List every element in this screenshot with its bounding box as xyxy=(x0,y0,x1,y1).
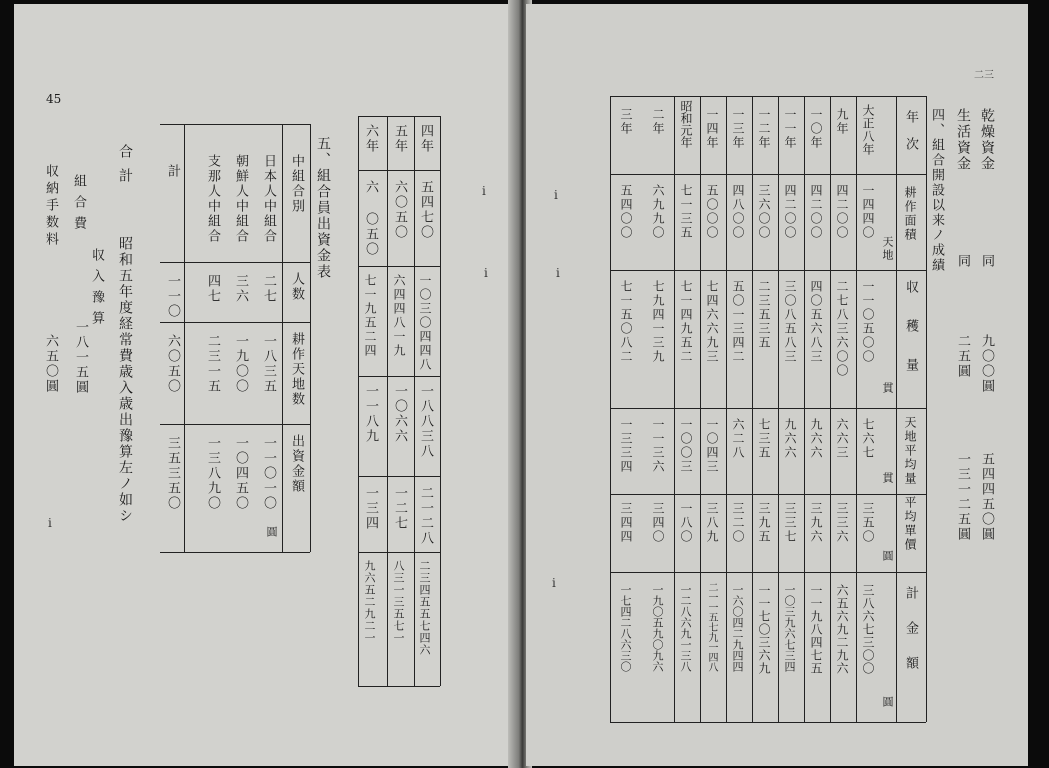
t1-cell: 一三四 xyxy=(363,486,378,531)
t2-cell: 二三一五 xyxy=(205,334,220,394)
fund-value: 九〇〇圓 xyxy=(979,334,994,394)
left-page: 45 四年 五年 六年 五四七〇 六〇五〇 六 〇五〇 一〇三〇四四八 六四四八一九 七一九五二四 一八八三八 一〇六六 一一八九 二一二八 一二七 一三四 二三四五五七四六 八三一三五七一 九六五二九二一 五、組合員出資金表 中組合別 人数 耕作天地数 出資金額 圓 日本人中組合 二七 一八三五 一一〇一〇 朝鮮人中組合 三六 一九〇〇 一〇四五〇 支那人中組合 四七 二三一五 一三八九〇 計 一一〇 六〇五〇 三五三五〇 昭和五年度経常費歳入歳出豫算左ノ如シ 合計 収入豫算 一八一五圓 組合費 収納手数料 六五〇圓 ⅰ ⅰ ⅰ xyxy=(14,4,522,766)
year-cell: 一四年 xyxy=(705,108,719,150)
t2-col-header: 耕作天地数 xyxy=(289,332,304,407)
t2-cell: 三六 xyxy=(233,274,248,304)
t2-cell: 一〇四五〇 xyxy=(233,436,248,511)
area-cell: 三六〇〇 xyxy=(757,184,771,240)
t2-cell: 一九〇〇 xyxy=(233,334,248,394)
fund-mid: 同 xyxy=(979,254,994,269)
col-year: 年次 xyxy=(903,110,918,164)
price-cell: 三四四 xyxy=(619,502,633,544)
price-cell: 三三六 xyxy=(835,502,849,544)
section-title: 四、組合開設以来ノ成績 xyxy=(929,108,944,273)
per-cell: 九六六 xyxy=(783,418,797,460)
t2-title: 五、組合員出資金表 xyxy=(315,136,331,280)
fund-value2: 一三一二五圓 xyxy=(955,452,970,542)
col-per-unit: 貫 xyxy=(881,472,894,485)
page-mark: 二三 xyxy=(974,70,994,81)
yield-cell: 五〇一三四二 xyxy=(731,280,745,364)
year-cell: 一一年 xyxy=(783,108,797,150)
col-per: 天地平均量 xyxy=(903,416,917,486)
area-cell: 六九九〇 xyxy=(651,184,665,240)
t2-col-header: 出資金額 xyxy=(289,434,304,494)
t2-cell: 一一〇一〇 xyxy=(261,436,276,511)
t1-cell: 一八八三八 xyxy=(418,384,433,459)
year-cell: 九年 xyxy=(835,108,849,136)
t2-col-header: 中組合別 xyxy=(289,154,304,214)
area-cell: 五四〇〇 xyxy=(619,184,633,240)
col-price-unit: 圓 xyxy=(881,550,894,563)
t1-cell: 一〇三〇四四八 xyxy=(418,274,432,372)
year-cell: 三年 xyxy=(619,108,633,136)
year-cell: 一二年 xyxy=(757,108,771,150)
t1-cell: 六 〇五〇 xyxy=(363,180,378,257)
t2-total: 一一〇 xyxy=(165,274,180,319)
yield-cell: 二三五三五 xyxy=(757,280,771,350)
yield-cell: 七一五〇八二 xyxy=(619,280,633,364)
fund-label: 生活資金 xyxy=(955,108,971,172)
area-cell: 五〇〇〇 xyxy=(705,184,719,240)
t2-total: 六〇五〇 xyxy=(165,334,180,394)
t1-header: 五年 xyxy=(392,124,407,154)
per-cell: 六二八 xyxy=(731,418,745,460)
col-total: 計金額 xyxy=(903,586,918,691)
t1-cell: 七一九五二四 xyxy=(363,274,377,358)
col-yield-unit: 貫 xyxy=(881,382,894,395)
area-cell: 一四四〇 xyxy=(861,184,875,240)
t1-cell: 二三四五五七四六 xyxy=(418,560,431,656)
t1-cell: 一二七 xyxy=(392,486,407,531)
t1-cell: 六〇五〇 xyxy=(392,180,407,240)
area-cell: 四八〇〇 xyxy=(731,184,745,240)
t1-cell: 八三一三五七一 xyxy=(392,560,405,644)
area-cell: 四二〇〇 xyxy=(835,184,849,240)
year-cell: 昭和元年 xyxy=(679,100,693,148)
total-cell: 一〇三九六七三四 xyxy=(783,584,796,672)
t2-cell: 一八三五 xyxy=(261,334,276,394)
right-page: 二三 乾燥資金 同 九〇〇圓 五四四五〇圓 生活資金 同 二五圓 一三一二五圓 四、組合開設以来ノ成績 年次 耕作面積 天地 収穫量 貫 天地平均量 貫 平均單價 圓 計金額 圓 大正八年 一四四〇 一一〇五〇〇 七六七 三五〇 三八六七三〇〇 九年 四二〇〇 二七八三六〇〇 六六三 三三六 六五六九二九六 一〇年 四二〇〇 四〇五六八三 九六六 三九六 一一九八四七五 一一年 四二〇〇 三〇八五八三 九六六 三三七 一〇三九六七三四 一二年 三六〇〇 二三五三五 七三五 三九五 一一七〇三六九 一三年 四八〇〇 五〇一三四二 六二八 三二〇 一六〇四二九四四 一四年 五〇〇〇 七四六六九三 一〇四三 三八九 二一一五七九一四八 昭和元年 七一三五 七一四九五二 一〇〇三 一八〇 一二八六九一三八 二年 六九九〇 七九四一三九 一一三六 三四〇 一九〇五九〇九六 三年 五四〇〇 七一五〇八二 一三三四 三四四 一七四二八六三〇 ⅰ ⅰ ⅰ xyxy=(526,4,1028,766)
t2-total: 計 xyxy=(165,164,180,179)
fund-value2: 五四四五〇圓 xyxy=(979,452,994,542)
year-cell: 一三年 xyxy=(731,108,745,150)
t1-cell: 九六五二九二一 xyxy=(363,560,376,644)
t1-header: 四年 xyxy=(418,124,433,154)
t2-cell: 支那人中組合 xyxy=(205,154,220,244)
t2-cell: 日本人中組合 xyxy=(261,154,276,244)
t2-cell: 朝鮮人中組合 xyxy=(233,154,248,244)
per-cell: 一〇四三 xyxy=(705,418,719,474)
yield-cell: 三〇八五八三 xyxy=(783,280,797,364)
price-cell: 三八九 xyxy=(705,502,719,544)
total-cell: 一一九八四七五 xyxy=(809,584,823,675)
budget-income-value: 一八一五圓 xyxy=(73,320,88,395)
col-area: 耕作面積 xyxy=(903,186,917,242)
area-cell: 四二〇〇 xyxy=(783,184,797,240)
budget-item-value: 六五〇圓 xyxy=(43,334,58,394)
fund-mid: 同 xyxy=(955,254,970,269)
t1-cell: 一〇六六 xyxy=(392,384,407,444)
price-cell: 三九五 xyxy=(757,502,771,544)
t2-col-header: 人数 xyxy=(289,272,304,302)
per-cell: 一三三四 xyxy=(619,418,633,474)
col-area-unit: 天地 xyxy=(881,236,894,262)
yield-cell: 七一四九五二 xyxy=(679,280,693,364)
t2-cell: 一三八九〇 xyxy=(205,436,220,511)
total-cell: 三八六七三〇〇 xyxy=(861,584,875,675)
col-total-unit: 圓 xyxy=(881,696,894,709)
budget-income: 収入豫算 xyxy=(89,248,104,332)
t1-cell: 二一二八 xyxy=(418,486,433,546)
t1-header: 六年 xyxy=(363,124,378,154)
yield-cell: 四〇五六八三 xyxy=(809,280,823,364)
col-yield: 収穫量 xyxy=(903,280,918,397)
total-cell: 一六〇四二九四四 xyxy=(731,584,744,672)
budget-col-total: 合計 xyxy=(117,144,133,192)
area-cell: 四二〇〇 xyxy=(809,184,823,240)
t2-cell: 二七 xyxy=(261,274,276,304)
per-cell: 七三五 xyxy=(757,418,771,460)
fund-label: 乾燥資金 xyxy=(979,108,995,172)
year-cell: 一〇年 xyxy=(809,108,823,150)
budget-title: 昭和五年度経常費歳入歳出豫算左ノ如シ xyxy=(117,236,133,524)
per-cell: 九六六 xyxy=(809,418,823,460)
yield-cell: 七四六六九三 xyxy=(705,280,719,364)
yield-cell: 七九四一三九 xyxy=(651,280,665,364)
t2-unit: 圓 xyxy=(265,526,278,539)
total-cell: 一一七〇三六九 xyxy=(757,584,771,675)
t2-total: 三五三五〇 xyxy=(165,436,180,511)
yield-cell: 一一〇五〇〇 xyxy=(861,280,875,364)
t2-cell: 四七 xyxy=(205,274,220,304)
total-cell: 六五六九二九六 xyxy=(835,584,849,675)
per-cell: 一〇〇三 xyxy=(679,418,693,474)
t1-cell: 一一八九 xyxy=(363,384,378,444)
per-cell: 六六三 xyxy=(835,418,849,460)
per-cell: 一一三六 xyxy=(651,418,665,474)
total-cell: 二一一五七九一四八 xyxy=(706,582,717,672)
budget-item-label: 収納手数料 xyxy=(43,164,58,249)
price-cell: 三九六 xyxy=(809,502,823,544)
total-cell: 一七四二八六三〇 xyxy=(619,584,632,672)
col-price: 平均單價 xyxy=(903,496,917,552)
price-cell: 三四〇 xyxy=(651,502,665,544)
budget-item-label: 組合費 xyxy=(71,174,86,237)
page-number: 45 xyxy=(46,92,62,106)
yield-cell: 二七八三六〇〇 xyxy=(835,280,849,378)
total-cell: 一九〇五九〇九六 xyxy=(651,584,664,672)
total-cell: 一二八六九一三八 xyxy=(679,584,692,672)
price-cell: 一八〇 xyxy=(679,502,693,544)
price-cell: 三五〇 xyxy=(861,502,875,544)
fund-value: 二五圓 xyxy=(955,334,970,379)
t1-cell: 五四七〇 xyxy=(418,180,433,240)
year-cell: 大正八年 xyxy=(861,104,875,156)
per-cell: 七六七 xyxy=(861,418,875,460)
price-cell: 三三七 xyxy=(783,502,797,544)
t1-cell: 六四四八一九 xyxy=(392,274,406,358)
year-cell: 二年 xyxy=(651,108,665,136)
price-cell: 三二〇 xyxy=(731,502,745,544)
area-cell: 七一三五 xyxy=(679,184,693,240)
